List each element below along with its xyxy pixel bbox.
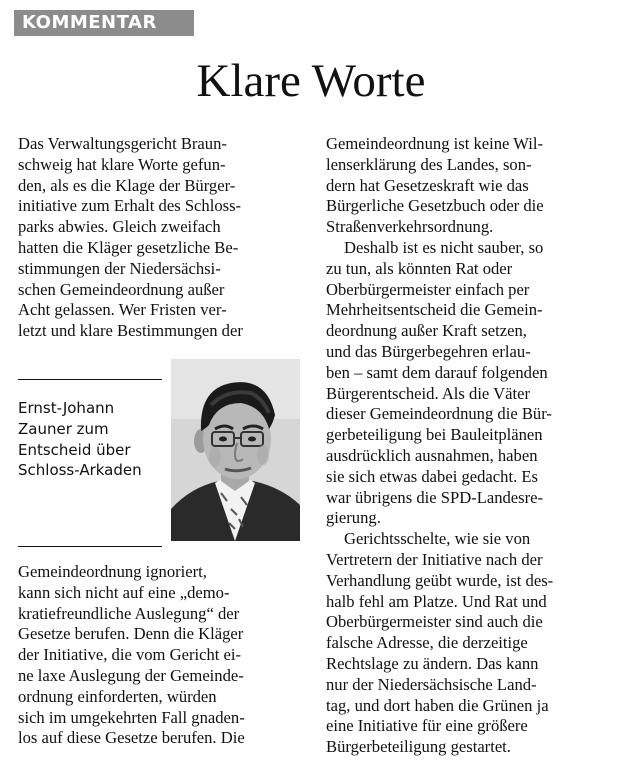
text-line: Oberbürgermeister einfach per bbox=[326, 279, 530, 299]
text-line: dieser Gemeindeordnung die Bür- bbox=[326, 404, 552, 424]
text-line: deordnung außer Kraft setzen, bbox=[326, 321, 527, 341]
caption-line: Zauner zum bbox=[18, 419, 109, 438]
text-line: dern hat Gesetzeskraft wie das bbox=[326, 175, 529, 195]
paragraph-1 bbox=[326, 134, 611, 238]
text-line: ordnung einforderten, würden bbox=[18, 686, 217, 706]
text-line: Deshalb ist es nicht sauber, so bbox=[344, 237, 544, 257]
text-line: zu tun, als könnten Rat oder bbox=[326, 258, 513, 278]
paragraph-intro bbox=[18, 134, 303, 342]
caption-line: Ernst-Johann bbox=[18, 399, 115, 417]
text-line: und das Bürgerbegehren erlau- bbox=[326, 341, 531, 361]
kicker-label: KOMMENTAR bbox=[14, 10, 194, 36]
text-line: sich im umgekehrten Fall gnaden- bbox=[18, 707, 245, 727]
text-line: schweig hat klare Worte gefun- bbox=[18, 154, 226, 174]
text-line: halb fehl am Platze. Und Rat und bbox=[326, 591, 547, 611]
article-column-right bbox=[326, 134, 611, 758]
text-line: schen Gemeindeordnung außer bbox=[18, 279, 225, 299]
headline: Klare Worte bbox=[196, 55, 426, 107]
text-line: ausdrücklich ausnahmen, haben bbox=[326, 445, 538, 465]
paragraph-3 bbox=[326, 529, 611, 758]
text-line: stimmungen der Niedersächsi- bbox=[18, 258, 221, 278]
text-line: Rechtslage zu ändern. Das kann bbox=[326, 653, 539, 673]
caption-rule-bottom bbox=[18, 546, 162, 547]
caption-line: Schloss-Arkaden bbox=[18, 461, 142, 480]
text-line: tag, und dort haben die Grünen ja bbox=[326, 695, 549, 715]
text-line: Straßenverkehrsordnung. bbox=[326, 217, 494, 237]
text-line: Vertretern der Initiative nach der bbox=[326, 549, 543, 569]
paragraph-2 bbox=[326, 238, 611, 529]
text-line: kann sich nicht auf eine „demo- bbox=[18, 582, 230, 602]
text-line: Verhandlung geübt wurde, ist des- bbox=[326, 570, 554, 590]
paragraph-continued bbox=[18, 562, 303, 749]
text-line: los auf diese Gesetze berufen. Die bbox=[18, 728, 245, 748]
text-line: falsche Adresse, die derzeitige bbox=[326, 633, 528, 653]
text-line: kratiefreundliche Auslegung“ der bbox=[18, 603, 240, 623]
caption-line: Entscheid über bbox=[18, 440, 131, 459]
caption-rule-top bbox=[18, 379, 162, 380]
text-line: lenserklärung des Landes, son- bbox=[326, 154, 532, 174]
author-caption bbox=[18, 398, 168, 481]
text-line: war übrigens die SPD-Landesre- bbox=[326, 487, 544, 507]
author-portrait bbox=[171, 359, 300, 541]
text-line: Gemeindeordnung ist keine Wil- bbox=[326, 134, 543, 153]
text-line: Gemeindeordnung ignoriert, bbox=[18, 562, 207, 581]
text-line: Bürgerliche Gesetzbuch oder die bbox=[326, 196, 544, 216]
text-line: parks abwies. Gleich zweifach bbox=[18, 217, 221, 237]
text-line: den, als es die Klage der Bürger- bbox=[18, 175, 236, 195]
text-line: ben – samt dem darauf folgenden bbox=[326, 362, 548, 382]
text-line: gerbeteiligung bei Bauleitplänen bbox=[326, 425, 543, 445]
text-line: nur der Niedersächsische Land- bbox=[326, 674, 537, 694]
text-line: Das Verwaltungsgericht Braun- bbox=[18, 134, 227, 153]
text-line: Gesetze berufen. Denn die Kläger bbox=[18, 624, 244, 644]
text-line: der Initiative, die vom Gericht ei- bbox=[18, 645, 242, 665]
text-line: Gerichtsschelte, wie sie von bbox=[344, 529, 531, 549]
text-line: Bürgerentscheid. Als die Väter bbox=[326, 383, 530, 403]
text-line: letzt und klare Bestimmungen der bbox=[18, 321, 243, 341]
text-line: hatten die Kläger gesetzliche Be- bbox=[18, 237, 239, 257]
text-line: Bürgerbeteiligung gestartet. bbox=[326, 737, 511, 757]
text-line: Mehrheitsentscheid die Gemein- bbox=[326, 300, 543, 320]
text-line: initiative zum Erhalt des Schloss- bbox=[18, 196, 242, 216]
article-column-left-bottom bbox=[18, 562, 303, 749]
portrait-illustration bbox=[171, 359, 300, 541]
text-line: gierung. bbox=[326, 508, 381, 528]
text-line: Oberbürgermeister sind auch die bbox=[326, 612, 543, 632]
article-column-left-top bbox=[18, 134, 303, 342]
text-line: Acht gelassen. Wer Fristen ver- bbox=[18, 300, 227, 320]
text-line: eine Initiative für eine größere bbox=[326, 716, 528, 736]
text-line: ne laxe Auslegung der Gemeinde- bbox=[18, 665, 244, 685]
text-line: sie sich etwas dabei gedacht. Es bbox=[326, 466, 538, 486]
